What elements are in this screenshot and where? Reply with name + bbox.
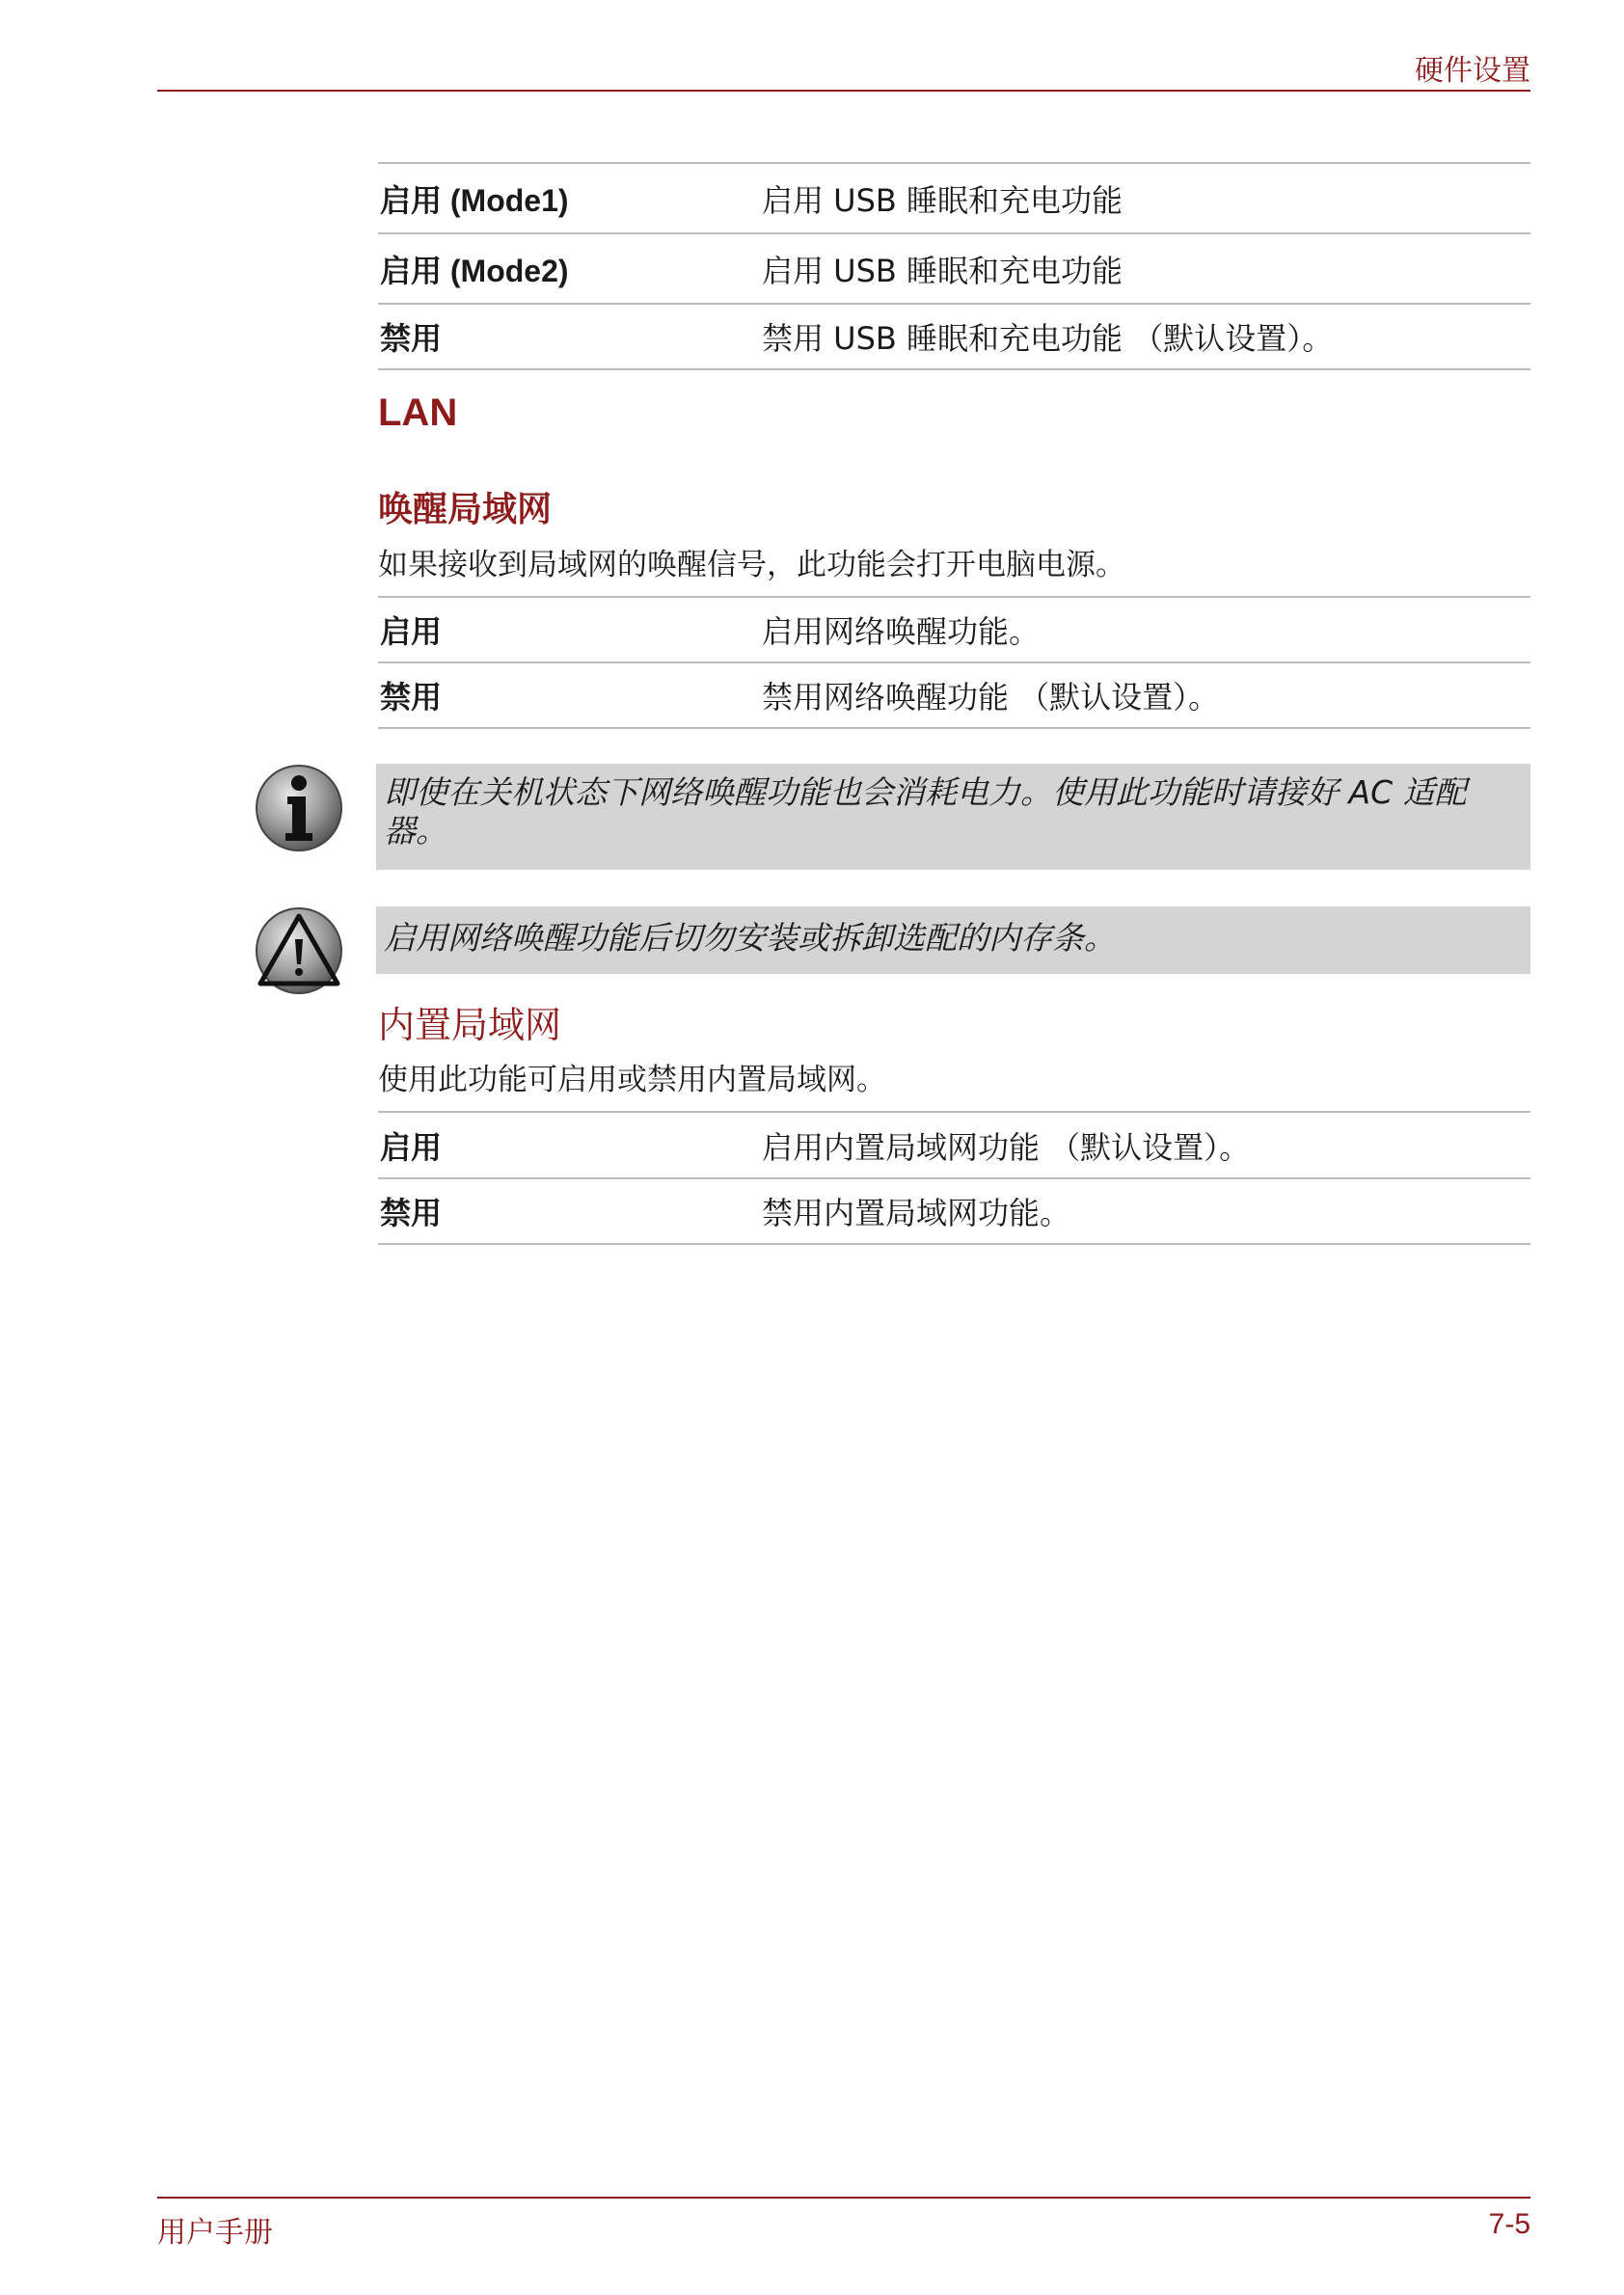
option-key: 禁用 [378,304,762,369]
option-key: 启用 (Mode2) [378,233,762,304]
header-title: 硬件设置 [1415,54,1530,88]
option-value: 禁用 USB 睡眠和充电功能 （默认设置）。 [762,304,1530,369]
builtin-lan-heading: 内置局域网 [378,1004,562,1046]
option-key: 启用 (Mode1) [378,163,762,233]
option-value: 启用 USB 睡眠和充电功能 [762,233,1530,304]
table-row [378,1178,1530,1244]
header-rule [157,90,1530,92]
wake-lan-table [378,596,1530,729]
table-row [378,662,1530,728]
builtin-lan-description: 使用此功能可启用或禁用内置局域网。 [378,1063,886,1097]
wake-lan-description: 如果接收到局域网的唤醒信号，此功能会打开电脑电源。 [378,548,1125,582]
table-row [378,1112,1530,1178]
option-value: 启用网络唤醒功能。 [762,597,1530,662]
usb-options-table [378,162,1530,370]
option-value: 启用内置局域网功能 （默认设置）。 [762,1112,1530,1178]
table-row [378,233,1530,304]
warning-note: 启用网络唤醒功能后切勿安装或拆卸选配的内存条。 [376,906,1530,974]
table-row [378,304,1530,369]
table-row [378,163,1530,233]
option-key: 禁用 [378,662,762,728]
option-key: 启用 [378,1112,762,1178]
warning-icon [253,904,345,1001]
footer-rule [157,2197,1530,2199]
option-key: 禁用 [378,1178,762,1244]
info-note: 即使在关机状态下网络唤醒功能也会消耗电力。使用此功能时请接好 AC 适配器。 [376,764,1530,870]
option-value: 启用 USB 睡眠和充电功能 [762,163,1530,233]
wake-lan-heading: 唤醒局域网 [378,490,553,529]
option-value: 禁用内置局域网功能。 [762,1178,1530,1244]
page-number: 7-5 [1488,2208,1530,2240]
builtin-lan-table [378,1111,1530,1245]
table-row [378,597,1530,662]
info-icon [253,762,345,858]
lan-heading: LAN [378,392,458,434]
option-key: 启用 [378,597,762,662]
footer-manual-title: 用户手册 [157,2216,273,2250]
option-value: 禁用网络唤醒功能 （默认设置）。 [762,662,1530,728]
